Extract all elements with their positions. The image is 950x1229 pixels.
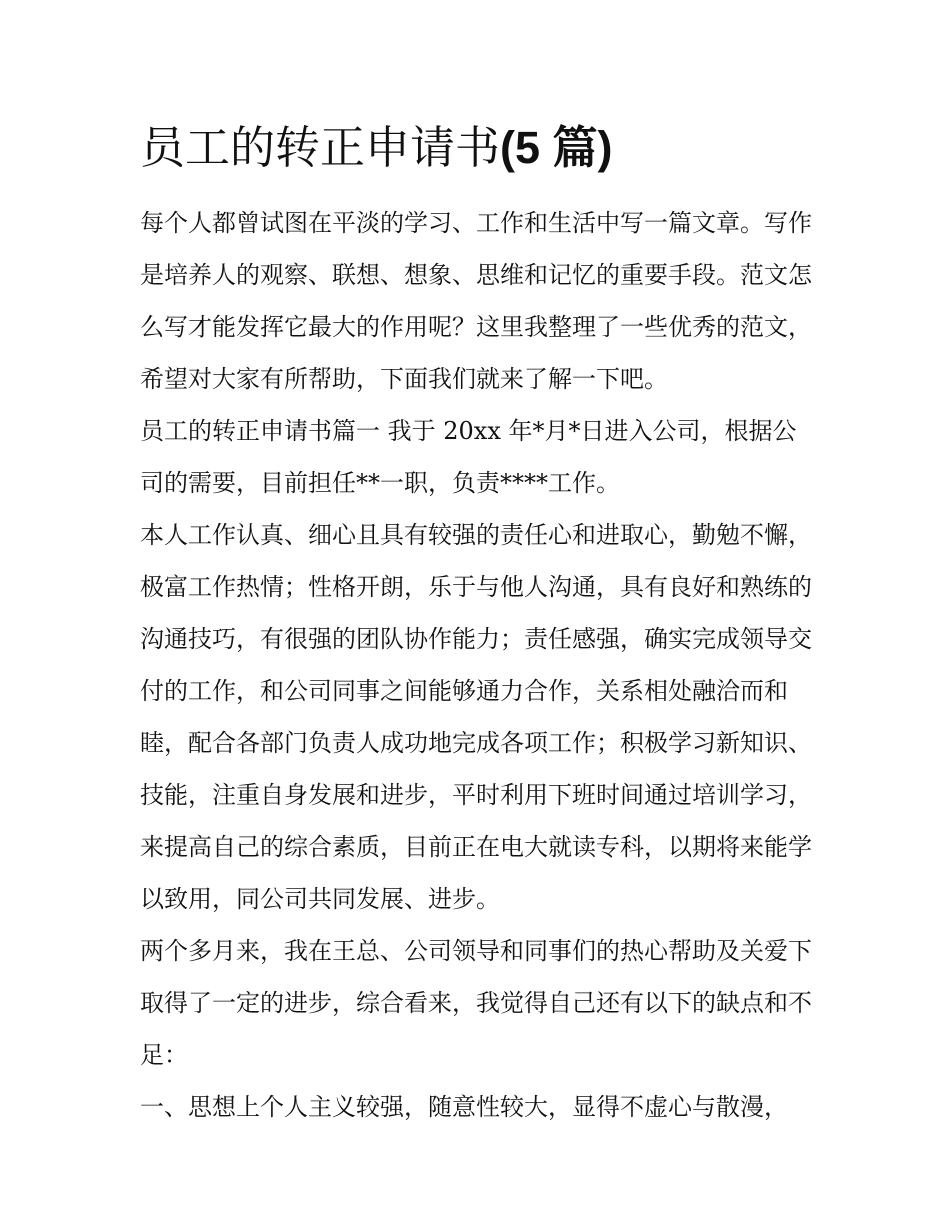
paragraph-shortcoming-one: 一、思想上个人主义较强，随意性较大，显得不虚心与散漫， (140, 1093, 788, 1121)
paragraph-section-one-intro: 员工的转正申请书篇一 我于 20xx 年*月*日进入公司，根据公司的需要，目前担任**一职，负责****工作。 (140, 417, 797, 497)
paragraph-shortcomings-intro: 两个多月来，我在王总、公司领导和同事们的热心帮助及关爱下取得了一定的进步，综合看来，我觉得自己还有以下的缺点和不足： (140, 937, 812, 1069)
document-title (140, 118, 613, 178)
document-title-count: (5 篇) (500, 122, 613, 173)
document-title-text: 员工的转正申请书 (140, 121, 501, 174)
document-body (140, 197, 815, 1133)
intro-paragraph: 每个人都曾试图在平淡的学习、工作和生活中写一篇文章。写作是培养人的观察、联想、想象、思维和记忆的重要手段。范文怎么写才能发挥它最大的作用呢？这里我整理了一些优秀的范文，希望对大家有所帮助，下面我们就来了解一下吧。 (140, 209, 812, 393)
paragraph-self-assessment: 本人工作认真、细心且具有较强的责任心和进取心，勤勉不懈，极富工作热情；性格开朗，乐于与他人沟通，具有良好和熟练的沟通技巧，有很强的团队协作能力；责任感强，确实完成领导交付的工作，和公司同事之间能够通力合作，关系相处融洽而和睦，配合各部门负责人成功地完成各项工作；积极学习新知识、技能，注重自身发展和进步，平时利用下班时间通过培训学习，来提高自己的综合素质，目前正在电大就读专科，以期将来能学以致用，同公司共同发展、进步。 (140, 521, 812, 913)
